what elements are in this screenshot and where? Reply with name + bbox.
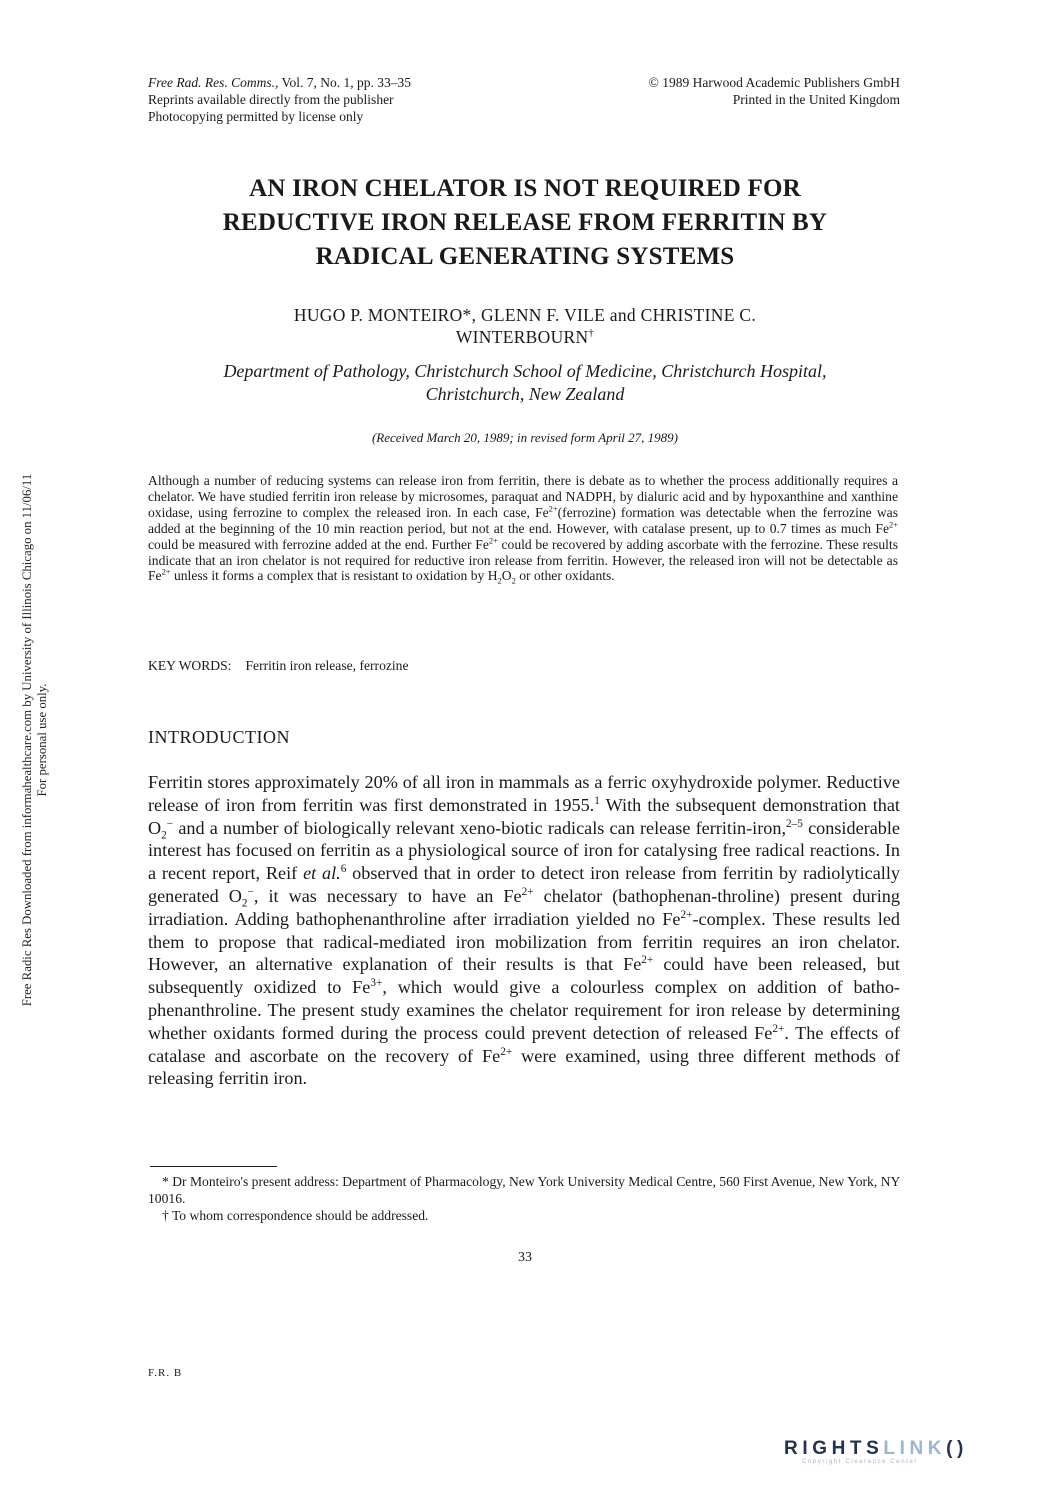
body-text: Ferritin stores approximately 20% of all iron in mammals as a ferric oxyhydroxide polymer. Reductive release of iron from ferritin was first demonstrated in 1955. <box>148 772 900 815</box>
abstract <box>148 473 898 587</box>
journal-name: Free Rad. Res. Comms. <box>148 75 275 90</box>
title-line-2: REDUCTIVE IRON RELEASE FROM FERRITIN BY <box>222 209 828 236</box>
charge-sup: 2+ <box>641 954 654 967</box>
charge-sup: 2+ <box>548 503 558 514</box>
charge-sup: 2+ <box>772 1022 785 1035</box>
signature-mark: F.R. B <box>148 1367 183 1379</box>
logo-glyph: () <box>946 1438 968 1459</box>
abstract-text: or other oxidants. <box>515 568 615 584</box>
charge-sup: 2+ <box>521 885 534 898</box>
section-heading: INTRODUCTION <box>148 727 290 747</box>
watermark-line-1: Free Radic Res Downloaded from informahealthcare.com by University of Illinois Chicago on 11/06/11 <box>20 473 34 1007</box>
logo-subtitle: Copyright Clearance Center <box>802 1459 918 1465</box>
body-text: and a number of biologically relevant xeno-biotic radicals can release ferritin-iron, <box>173 817 787 838</box>
charge-sup: 2+ <box>488 535 498 546</box>
abstract-text: could be measured with ferrozine added at the end. Further Fe <box>148 536 489 552</box>
page-number: 33 <box>518 1250 532 1265</box>
formula-sub: 2 <box>497 576 502 587</box>
journal-citation <box>148 74 411 125</box>
keywords <box>148 658 409 674</box>
copyright-line: © 1989 Harwood Academic Publishers GmbH <box>648 75 900 90</box>
article-title <box>130 172 920 274</box>
footnote-1: * Dr Monteiro's present address: Department of Pharmacology, New York University Medical Centre, 560 First Avenue, New York, NY 10016. <box>148 1174 900 1206</box>
footnote-2: † To whom correspondence should be addressed. <box>162 1208 429 1223</box>
title-line-1: AN IRON CHELATOR IS NOT REQUIRED FOR <box>249 175 801 202</box>
affiliation-line-1: Department of Pathology, Christchurch School of Medicine, Christchurch Hospital, <box>223 361 827 381</box>
formula-sub: 2 <box>511 576 516 587</box>
publisher-info <box>649 74 900 108</box>
body-text: , which would give a colourless complex on addition of batho-phenanthroline. The present study examines the chelator requirement for iron release by determining whether oxidants formed during the process could prevent detection of released Fe <box>148 977 900 1043</box>
logo-word-rights: RIGHTS <box>784 1438 884 1459</box>
charge-sup: 3+ <box>370 977 383 990</box>
affiliation-line-2: Christchurch, New Zealand <box>425 384 625 404</box>
charge-sup: 2+ <box>161 566 171 577</box>
charge-sup: 2+ <box>680 908 693 921</box>
abstract-text: O <box>501 568 512 584</box>
keywords-label: KEY WORDS: <box>148 658 232 673</box>
et-al: et al. <box>303 863 341 884</box>
formula-sub: 2 <box>241 897 248 910</box>
logo-word-link: LINK <box>883 1438 947 1459</box>
journal-volume: , Vol. 7, No. 1, pp. 33–35 <box>274 75 411 90</box>
title-line-3: RADICAL GENERATING SYSTEMS <box>315 243 735 270</box>
download-watermark <box>0 0 60 1500</box>
received-dates: (Received March 20, 1989; in revised form April 27, 1989) <box>371 430 679 445</box>
formula-sub: 2 <box>161 829 167 842</box>
body-text: chelator (bathophenan-throline) present during irradiation. Adding bathophenanthroline after irradiation yielded no Fe <box>148 885 900 929</box>
footnote-rule <box>150 1166 277 1167</box>
abstract-text: Although a number of reducing systems can release iron from ferritin, there is debate as to whether the process additionally requires a chelator. We have studied ferritin iron release by microsomes, paraquat and NADPH, by dialuric acid and by hypoxanthine and xanthine oxidase, using ferrozine to complex the released iron. In each case, Fe <box>148 473 898 520</box>
body-text: . The effects of catalase and ascorbate on the recovery of Fe <box>148 1022 900 1066</box>
authors-line-1: HUGO P. MONTEIRO*, GLENN F. VILE and CHRISTINE C. <box>293 305 757 325</box>
photocopy-note: Photocopying permitted by license only <box>148 109 364 124</box>
charge-sup: 2+ <box>500 1045 513 1058</box>
body-text: With the subsequent demonstration that O <box>148 794 900 838</box>
charge-sup: − <box>247 885 254 898</box>
introduction-paragraph <box>148 771 900 1090</box>
body-text: could have been released, but subsequently oxidized to Fe <box>148 954 900 998</box>
affiliation <box>130 360 920 406</box>
body-text: considerable interest has focused on ferritin as a physiological source of iron for catalysing free radical reactions. In a recent report, Reif <box>148 817 900 884</box>
abstract-text: (ferrozine) formation was detectable when the ferrozine was added at the beginning of the 10 min reaction period, but not at the end. However, with catalase present, up to 0.7 times as much Fe <box>148 504 898 536</box>
reference-sup: 1 <box>594 794 600 807</box>
abstract-text: unless it forms a complex that is resistant to oxidation by H <box>170 568 498 584</box>
body-text: were examined, using three different methods of releasing ferritin iron. <box>148 1045 901 1089</box>
author-list <box>150 304 900 348</box>
body-text: , it was necessary to have an Fe <box>253 885 522 906</box>
keywords-value: Ferritin iron release, ferrozine <box>245 658 409 673</box>
reprints-note: Reprints available directly from the publisher <box>148 92 394 107</box>
dagger-mark: † <box>588 327 595 340</box>
abstract-text: could be recovered by adding ascorbate with the ferrozine. These results indicate that an iron chelator is not required for reductive iron release from ferritin. However, the released iron will not be detectable as Fe <box>148 536 898 584</box>
authors-line-2: WINTERBOURN <box>455 327 589 347</box>
watermark-line-2: For personal use only. <box>35 683 49 797</box>
reference-sup: 6 <box>340 863 347 876</box>
footnotes <box>148 1173 900 1224</box>
reference-sup: 2–5 <box>786 817 803 830</box>
body-text: -complex. These results led them to propose that radical-mediated iron mobilization from ferritin requires an iron chelator. However, an alternative explanation of their results is that Fe <box>148 908 901 975</box>
printed-line: Printed in the United Kingdom <box>732 92 900 107</box>
rightslink-logo[interactable] <box>784 1438 1034 1478</box>
body-text: observed that in order to detect iron release from ferritin by radiolytically generated O <box>148 863 900 906</box>
charge-sup: 2+ <box>889 519 898 530</box>
charge-sup: − <box>166 817 174 830</box>
